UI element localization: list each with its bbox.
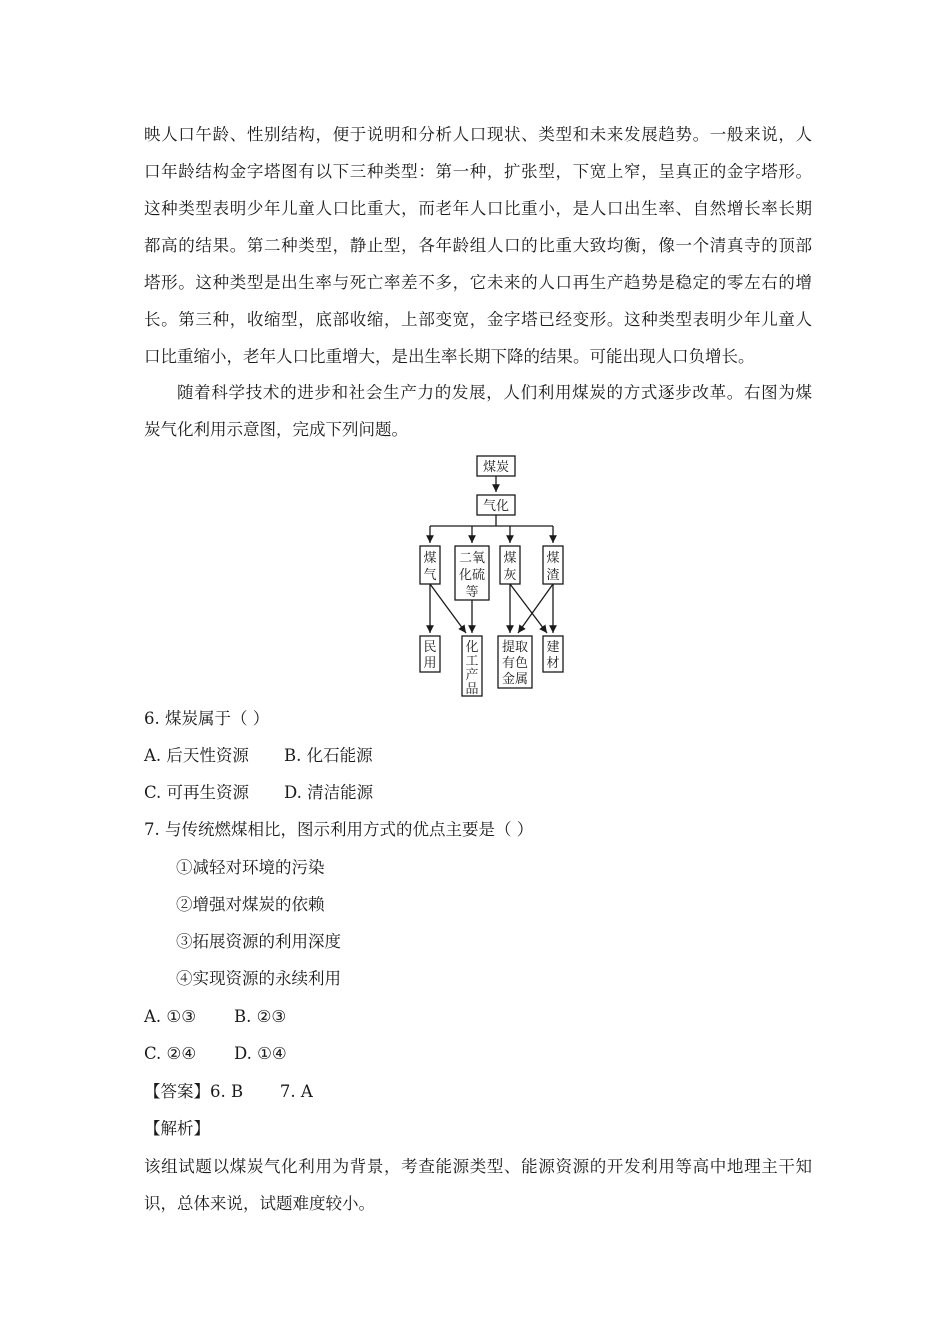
q7-statement-4: ④实现资源的永续利用	[176, 969, 341, 988]
intro-line: 口年龄结构金字塔图有以下三种类型：第一种，扩张型，下宽上窄，呈真正的金字塔形。	[144, 162, 812, 181]
build-char: 建	[546, 640, 560, 655]
gas-char: 煤	[423, 551, 437, 566]
q7-options-row2	[144, 1043, 287, 1065]
answer-text: 6. B 7. A	[210, 1082, 313, 1101]
chem-char: 化	[465, 640, 479, 655]
metal-char: 金属	[501, 672, 529, 687]
so2-char: 二氧	[458, 551, 486, 566]
intro-line: 这种类型表明少年儿童人口比重大，而老年人口比重小，是人口出生率、自然增长率长期	[144, 199, 812, 218]
so2-char: 化硫	[458, 568, 486, 583]
ash-char: 灰	[503, 568, 517, 583]
chem-char: 产	[465, 668, 479, 683]
q6-option-b[interactable]: B. 化石能源	[284, 746, 373, 765]
intro-paragraph	[144, 116, 812, 375]
intro-line: 长。第三种，收缩型，底部收缩，上部变宽，金字塔已经变形。这种类型表明少年儿童人	[144, 310, 812, 329]
q6-option-a[interactable]: A. 后天性资源	[144, 746, 249, 765]
ash-char: 煤	[503, 551, 517, 566]
q7-statement-2: ②增强对煤炭的依赖	[176, 895, 325, 914]
so2-char: 等	[465, 585, 479, 600]
intro-line: 都高的结果。第二种类型，静止型，各年龄组人口的比重大致均衡，像一个清真寺的顶部	[144, 236, 812, 255]
q6-options-row1	[144, 745, 373, 767]
arrow-slag-metal	[518, 584, 553, 633]
metal-char: 提取	[501, 640, 529, 655]
intro-line: 塔形。这种类型是出生率与死亡率差不多，它未来的人口再生产趋势是稳定的零左右的增	[144, 273, 812, 292]
chem-char: 品	[465, 682, 479, 697]
q7-statement-1: ①减轻对环境的污染	[176, 858, 325, 877]
q7-option-c[interactable]: C. ②④	[144, 1044, 197, 1063]
q6-option-d[interactable]: D. 清洁能源	[284, 783, 374, 802]
intro-line: 映人口午龄、性别结构，便于说明和分析人口现状、类型和未来发展趋势。一般来说，人	[144, 125, 812, 144]
slag-char: 煤	[546, 551, 560, 566]
metal-char: 有色	[501, 656, 529, 671]
build-char: 材	[546, 656, 560, 671]
q7-option-b[interactable]: B. ②③	[234, 1007, 287, 1026]
context-paragraph	[144, 374, 812, 448]
coal-gasification-diagram	[400, 450, 580, 700]
context-line: 炭气化利用示意图，完成下列问题。	[144, 420, 408, 439]
chem-char: 工	[465, 654, 479, 669]
slag-char: 渣	[546, 568, 560, 583]
analysis-label: 【解析】	[144, 1119, 210, 1138]
gas-char: 气	[423, 568, 437, 583]
q6-stem: 6. 煤炭属于（ ）	[144, 709, 270, 728]
arrow-ash-build	[510, 584, 547, 633]
q7-statement-3: ③拓展资源的利用深度	[176, 932, 341, 951]
analysis-paragraph	[144, 1148, 812, 1222]
civil-char: 用	[423, 656, 437, 671]
intro-line: 口比重缩小，老年人口比重增大，是出生率长期下降的结果。可能出现人口负增长。	[144, 347, 755, 366]
q7-options-row1	[144, 1006, 286, 1028]
q7-stem: 7. 与传统燃煤相比，图示利用方式的优点主要是（ ）	[144, 820, 534, 839]
context-line: 随着科学技术的进步和社会生产力的发展，人们利用煤炭的方式逐步改革。右图为煤	[177, 383, 812, 402]
coal-label: 煤炭	[482, 460, 510, 475]
gasify-label: 气化	[482, 499, 510, 514]
analysis-line: 该组试题以煤炭气化利用为背景，考查能源类型、能源资源的开发利用等高中地理主干知	[144, 1157, 812, 1176]
answer-label: 【答案】	[144, 1082, 210, 1101]
civil-char: 民	[423, 640, 437, 655]
q6-option-c[interactable]: C. 可再生资源	[144, 783, 250, 802]
q7-option-d[interactable]: D. ①④	[234, 1044, 287, 1063]
q6-options-row2	[144, 782, 373, 804]
answer-line	[144, 1081, 313, 1103]
analysis-line: 识，总体来说，试题难度较小。	[144, 1194, 375, 1213]
q7-option-a[interactable]: A. ①③	[144, 1007, 196, 1026]
